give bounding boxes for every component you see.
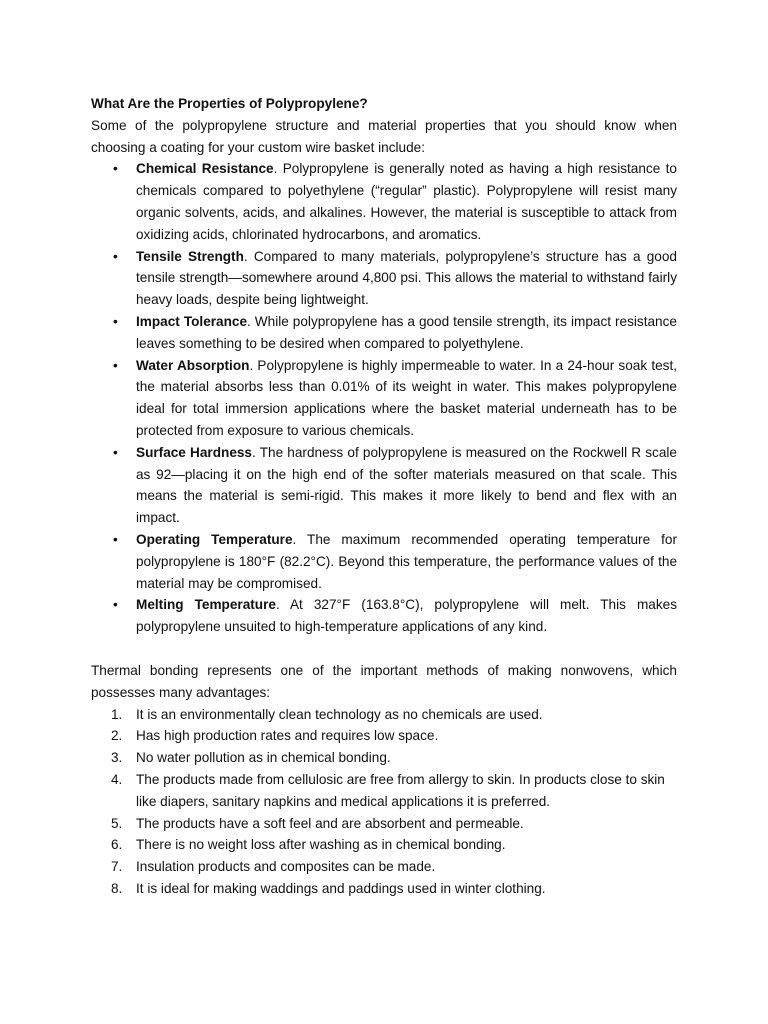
property-term: Water Absorption <box>136 357 250 373</box>
list-number: 7. <box>111 859 123 875</box>
property-text: . At 327°F (163.8°C), polypropylene will melt. This makes polypropylene unsuited to high-temperature applications of any kind. <box>136 597 677 635</box>
advantage-text: It is ideal for making waddings and paddings used in winter clothing. <box>136 880 546 896</box>
property-text: . The hardness of polypropylene is measured on the Rockwell R scale as 92—placing it on the high end of the softer materials measured on that scale. This means the material is semi-rigid. This makes it more likely to bend and flex with an impact. <box>136 444 677 526</box>
advantage-item <box>91 769 677 813</box>
advantage-item <box>91 856 677 878</box>
document-page <box>91 93 677 900</box>
property-text: . Compared to many materials, polypropylene’s structure has a good tensile strength—somewhere around 4,800 psi. This allows the material to withstand fairly heavy loads, despite being lightweight. <box>136 248 677 308</box>
list-number: 2. <box>111 728 123 744</box>
property-term: Surface Hardness <box>136 444 252 460</box>
list-number: 4. <box>111 771 123 787</box>
property-item-impact-tolerance <box>91 311 677 355</box>
property-term: Chemical Resistance <box>136 161 274 177</box>
advantages-list <box>91 704 677 900</box>
property-item-melting-temperature <box>91 594 677 638</box>
advantage-item <box>91 704 677 726</box>
advantage-item <box>91 834 677 856</box>
advantage-item <box>91 813 677 835</box>
properties-list <box>91 158 677 638</box>
bullet-icon: • <box>113 597 118 613</box>
thermal-bonding-intro: Thermal bonding represents one of the important methods of making nonwovens, which possesses many advantages: <box>91 662 677 700</box>
list-number: 1. <box>111 706 123 722</box>
property-item-chemical-resistance <box>91 158 677 245</box>
property-item-operating-temperature <box>91 529 677 594</box>
property-term: Melting Temperature <box>136 597 276 613</box>
advantage-text: Has high production rates and requires low space. <box>136 728 439 744</box>
bullet-icon: • <box>113 357 118 373</box>
property-item-tensile-strength <box>91 246 677 311</box>
properties-intro: Some of the polypropylene structure and material properties that you should know when choosing a coating for your custom wire basket include: <box>91 117 677 155</box>
section-heading: What Are the Properties of Polypropylene? <box>91 96 368 111</box>
bullet-icon: • <box>113 248 118 264</box>
property-text: . Polypropylene is highly impermeable to water. In a 24-hour soak test, the material absorbs less than 0.01% of its weight in water. This makes polypropylene ideal for total immersion applications where the basket material underneath has to be protected from exposure to various chemicals. <box>136 357 678 438</box>
property-term: Tensile Strength <box>136 248 244 264</box>
bullet-icon: • <box>113 161 118 177</box>
list-number: 3. <box>111 750 123 766</box>
advantage-text: The products have a soft feel and are absorbent and permeable. <box>136 815 524 831</box>
section-spacer <box>91 638 677 660</box>
advantage-item <box>91 878 677 900</box>
list-number: 5. <box>111 815 123 831</box>
bullet-icon: • <box>113 444 118 460</box>
bullet-icon: • <box>113 313 118 329</box>
advantage-text: No water pollution as in chemical bonding. <box>136 750 391 766</box>
advantage-text: The products made from cellulosic are free from allergy to skin. In products close to skin like diapers, sanitary napkins and medical applications it is preferred. <box>136 771 665 809</box>
property-text: . The maximum recommended operating temperature for polypropylene is 180°F (82.2°C). Beyond this temperature, the performance values of the material may be compromised. <box>136 531 677 591</box>
advantage-text: It is an environmentally clean technology as no chemicals are used. <box>136 706 543 722</box>
property-term: Impact Tolerance <box>136 313 248 329</box>
property-item-water-absorption <box>91 355 677 442</box>
advantage-text: Insulation products and composites can be made. <box>136 859 436 875</box>
property-term: Operating Temperature <box>136 531 293 547</box>
bullet-icon: • <box>113 531 118 547</box>
list-number: 6. <box>111 837 123 853</box>
property-text: . While polypropylene has a good tensile strength, its impact resistance leaves something to be desired when compared to polyethylene. <box>136 313 677 351</box>
advantage-text: There is no weight loss after washing as in chemical bonding. <box>136 837 506 853</box>
advantage-item <box>91 725 677 747</box>
list-number: 8. <box>111 880 123 896</box>
advantage-item <box>91 747 677 769</box>
property-text: . Polypropylene is generally noted as having a high resistance to chemicals compared to polyethylene (“regular” plastic). Polypropylene will resist many organic solvents, acids, and alkalines. However, the material is susceptible to attack from oxidizing acids, chlorinated hydrocarbons, and aromatics. <box>136 161 677 242</box>
property-item-surface-hardness <box>91 442 677 529</box>
